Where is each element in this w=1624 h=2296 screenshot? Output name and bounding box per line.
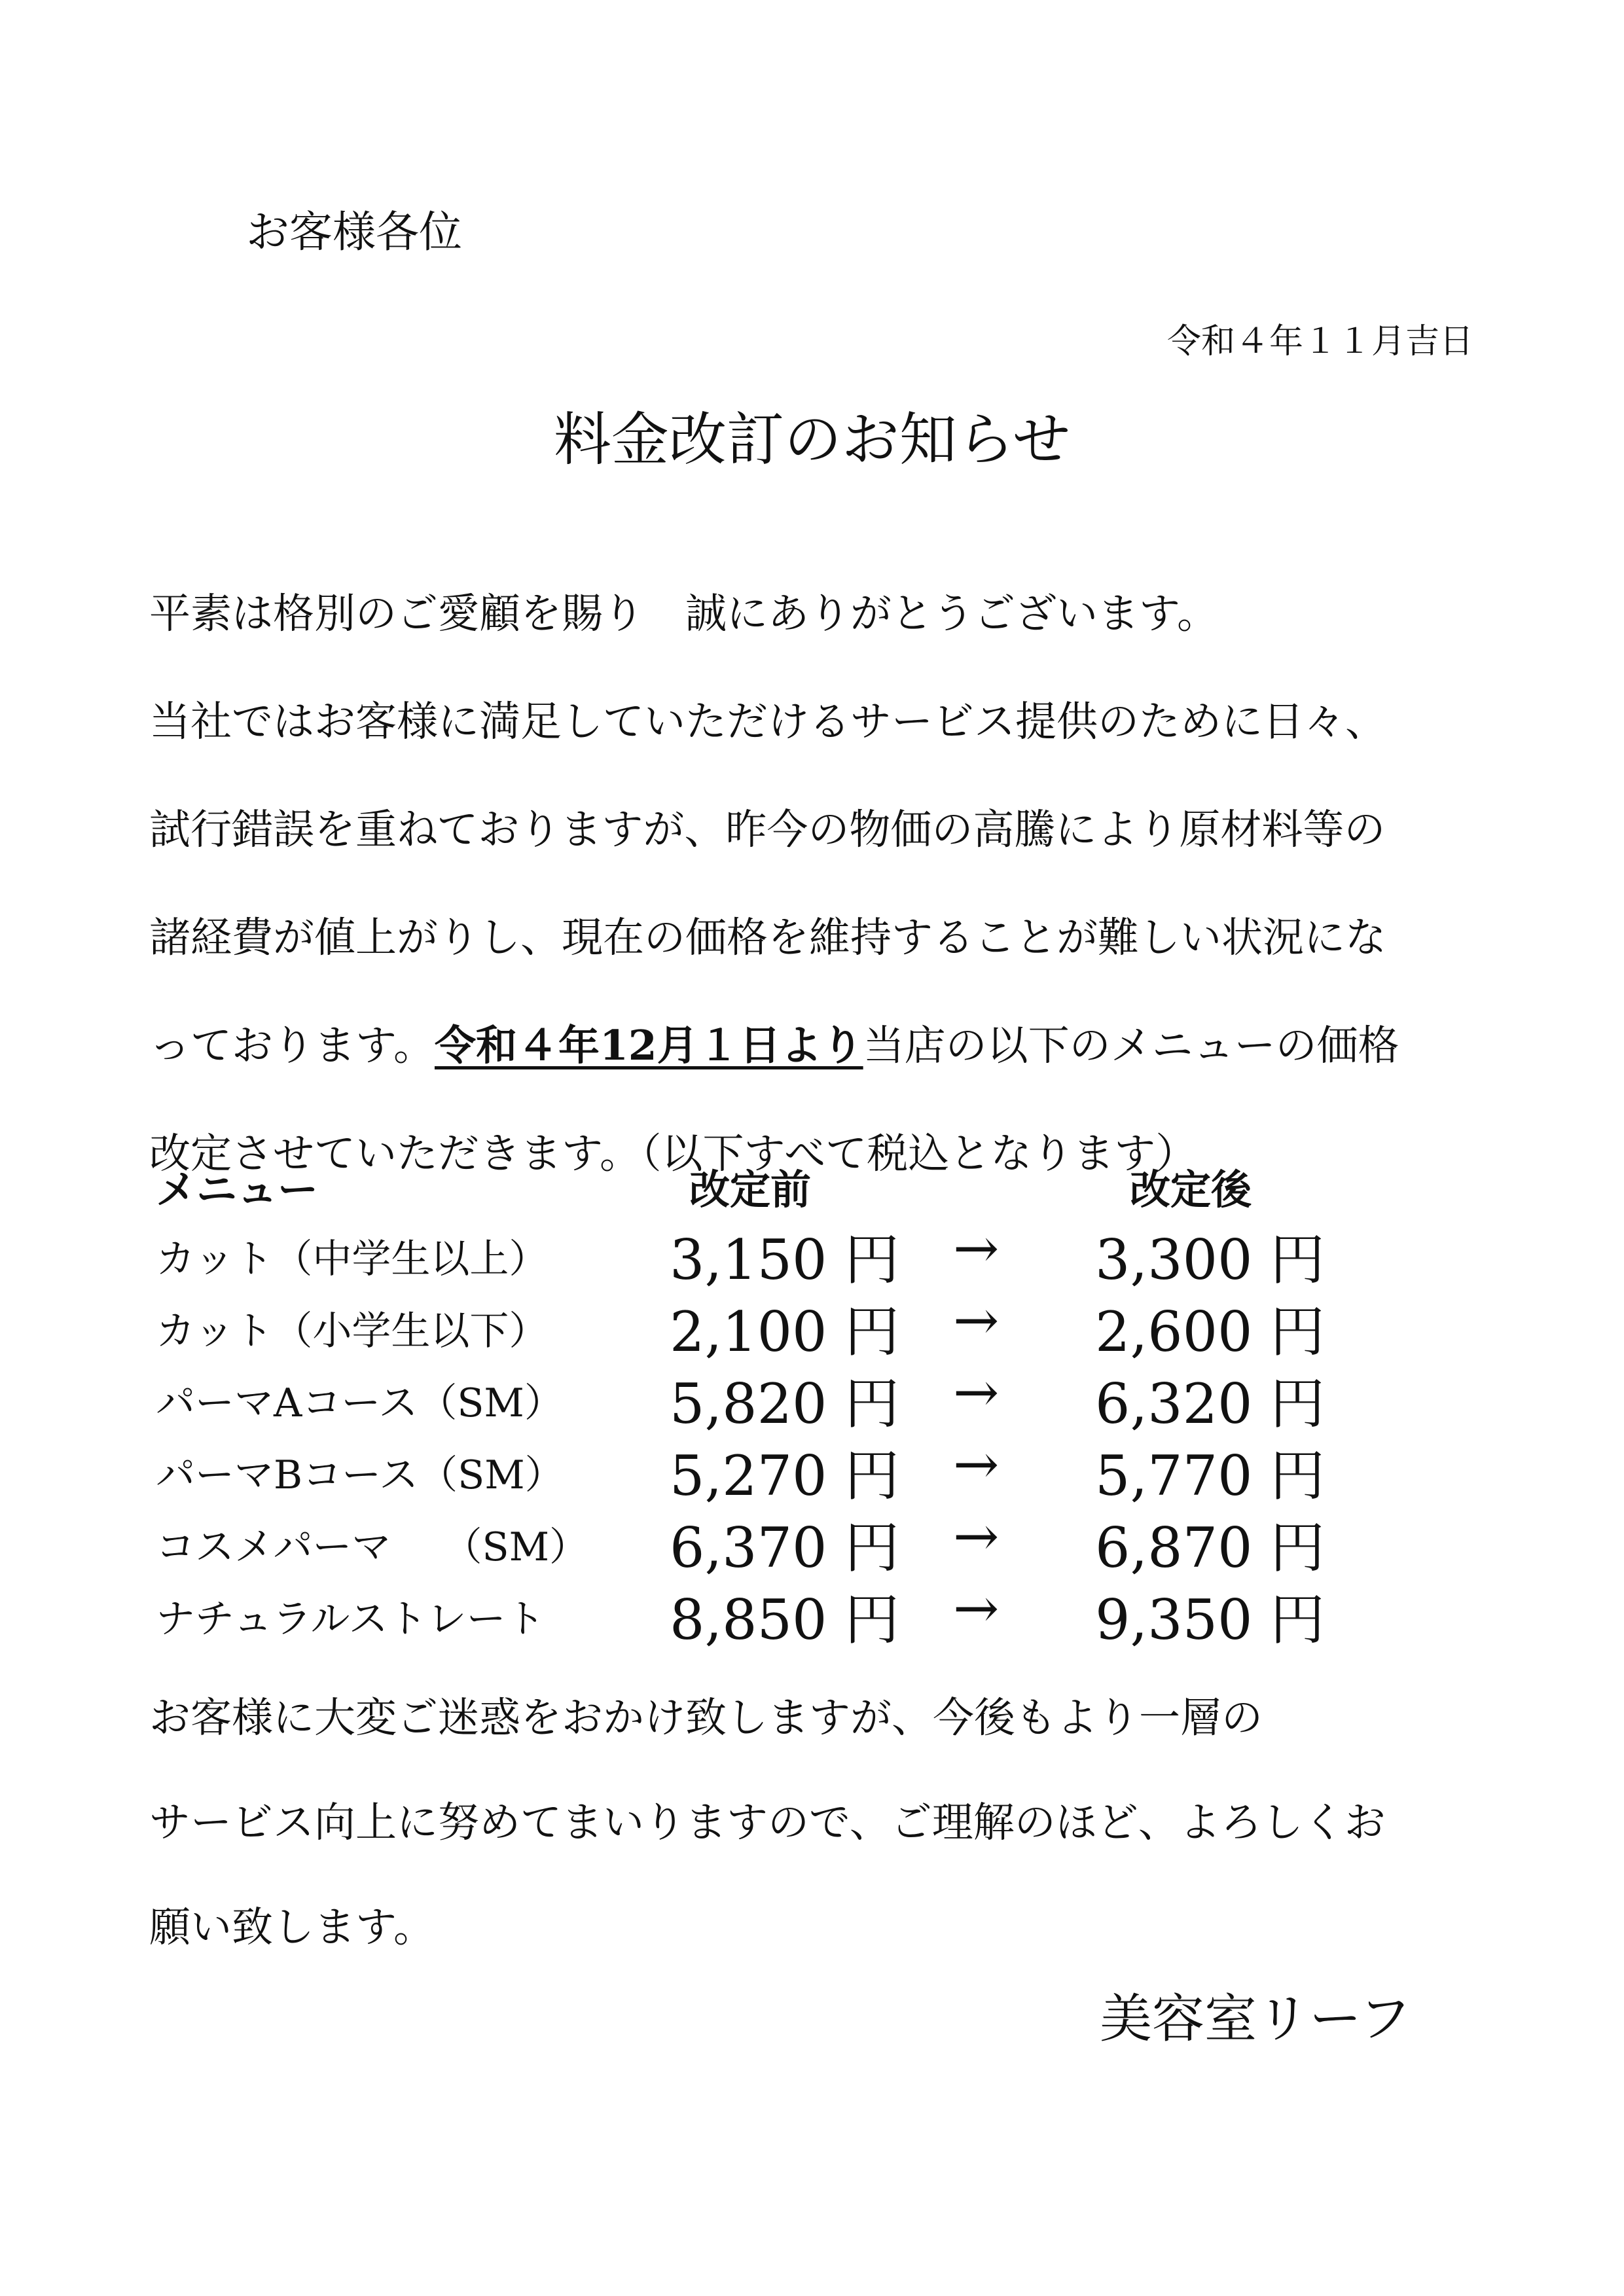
notice-title: 料金改訂のお知らせ: [553, 406, 1071, 473]
price-row: [156, 1360, 1399, 1436]
arrow-icon: →: [953, 1360, 1000, 1424]
menu-name: カット（中学生以上）: [156, 1236, 549, 1282]
body-line-text: 当店の以下のメニューの価格: [863, 1022, 1399, 1069]
menu-name: カット（小学生以下）: [156, 1308, 549, 1354]
body-line-text: っております。: [149, 1022, 435, 1069]
closing-paragraph: [149, 1666, 1491, 1980]
price-before: 2,100 円: [670, 1300, 900, 1364]
arrow-icon: →: [953, 1216, 1000, 1280]
body-line: 諸経費が値上がりし、現在の価格を維持することが難しい状況にな: [149, 914, 1386, 961]
menu-name: パーマAコース（SM）: [156, 1380, 564, 1426]
header-before: 改定前: [689, 1166, 812, 1213]
price-before: 5,820 円: [670, 1372, 900, 1436]
arrow-icon: →: [953, 1504, 1000, 1568]
menu-name: パーマBコース（SM）: [156, 1452, 564, 1498]
arrow-icon: →: [953, 1432, 1000, 1496]
body-line: [149, 992, 1491, 1100]
price-after: 3,300 円: [1095, 1228, 1326, 1292]
effective-date-emphasis: 令和４年12月１日より: [434, 1021, 863, 1069]
menu-name: コスメパーマ （SM）: [156, 1524, 589, 1570]
salutation: お客様各位: [246, 207, 462, 257]
price-after: 6,870 円: [1095, 1516, 1326, 1580]
body-line: 平素は格別のご愛顧を賜り 誠にありがとうございます。: [149, 590, 1218, 637]
price-row: [156, 1288, 1399, 1364]
price-before: 8,850 円: [670, 1588, 900, 1652]
price-before: 5,270 円: [670, 1444, 900, 1508]
closing-line: 願い致します。: [149, 1903, 435, 1951]
menu-name: ナチュラルストレート: [156, 1596, 545, 1642]
price-after: 2,600 円: [1095, 1300, 1326, 1364]
price-before: 6,370 円: [670, 1516, 900, 1580]
body-line: 当社ではお客様に満足していただけるサービス提供のために日々、: [149, 698, 1386, 745]
body-line: 改定させていただきます。（以下すべて税込となります）: [149, 1130, 1197, 1177]
price-before: 3,150 円: [670, 1228, 900, 1292]
price-after: 6,320 円: [1095, 1372, 1326, 1436]
arrow-icon: →: [953, 1288, 1000, 1352]
issue-date: 令和４年１１月吉日: [1166, 322, 1473, 361]
closing-line: お客様に大変ご迷惑をおかけ致しますが、今後もより一層の: [149, 1694, 1263, 1742]
closing-line: サービス向上に努めてまいりますので、ご理解のほど、よろしくお: [149, 1799, 1386, 1846]
header-after: 改定後: [1130, 1166, 1252, 1213]
price-after: 9,350 円: [1095, 1588, 1326, 1652]
price-row: [156, 1216, 1399, 1292]
price-table-header: [156, 1157, 1399, 1216]
price-row: [156, 1432, 1399, 1508]
price-row: [156, 1576, 1399, 1652]
body-line: 試行錯誤を重ねておりますが、昨今の物価の高騰により原材料等の: [149, 806, 1386, 853]
header-menu: メニュー: [156, 1166, 319, 1213]
price-table: [156, 1157, 1399, 1652]
body-paragraph: [149, 560, 1491, 1208]
arrow-icon: →: [953, 1576, 1000, 1640]
shop-signature: 美容室リーフ: [1100, 1988, 1411, 2049]
price-after: 5,770 円: [1095, 1444, 1326, 1508]
price-row: [156, 1504, 1399, 1580]
